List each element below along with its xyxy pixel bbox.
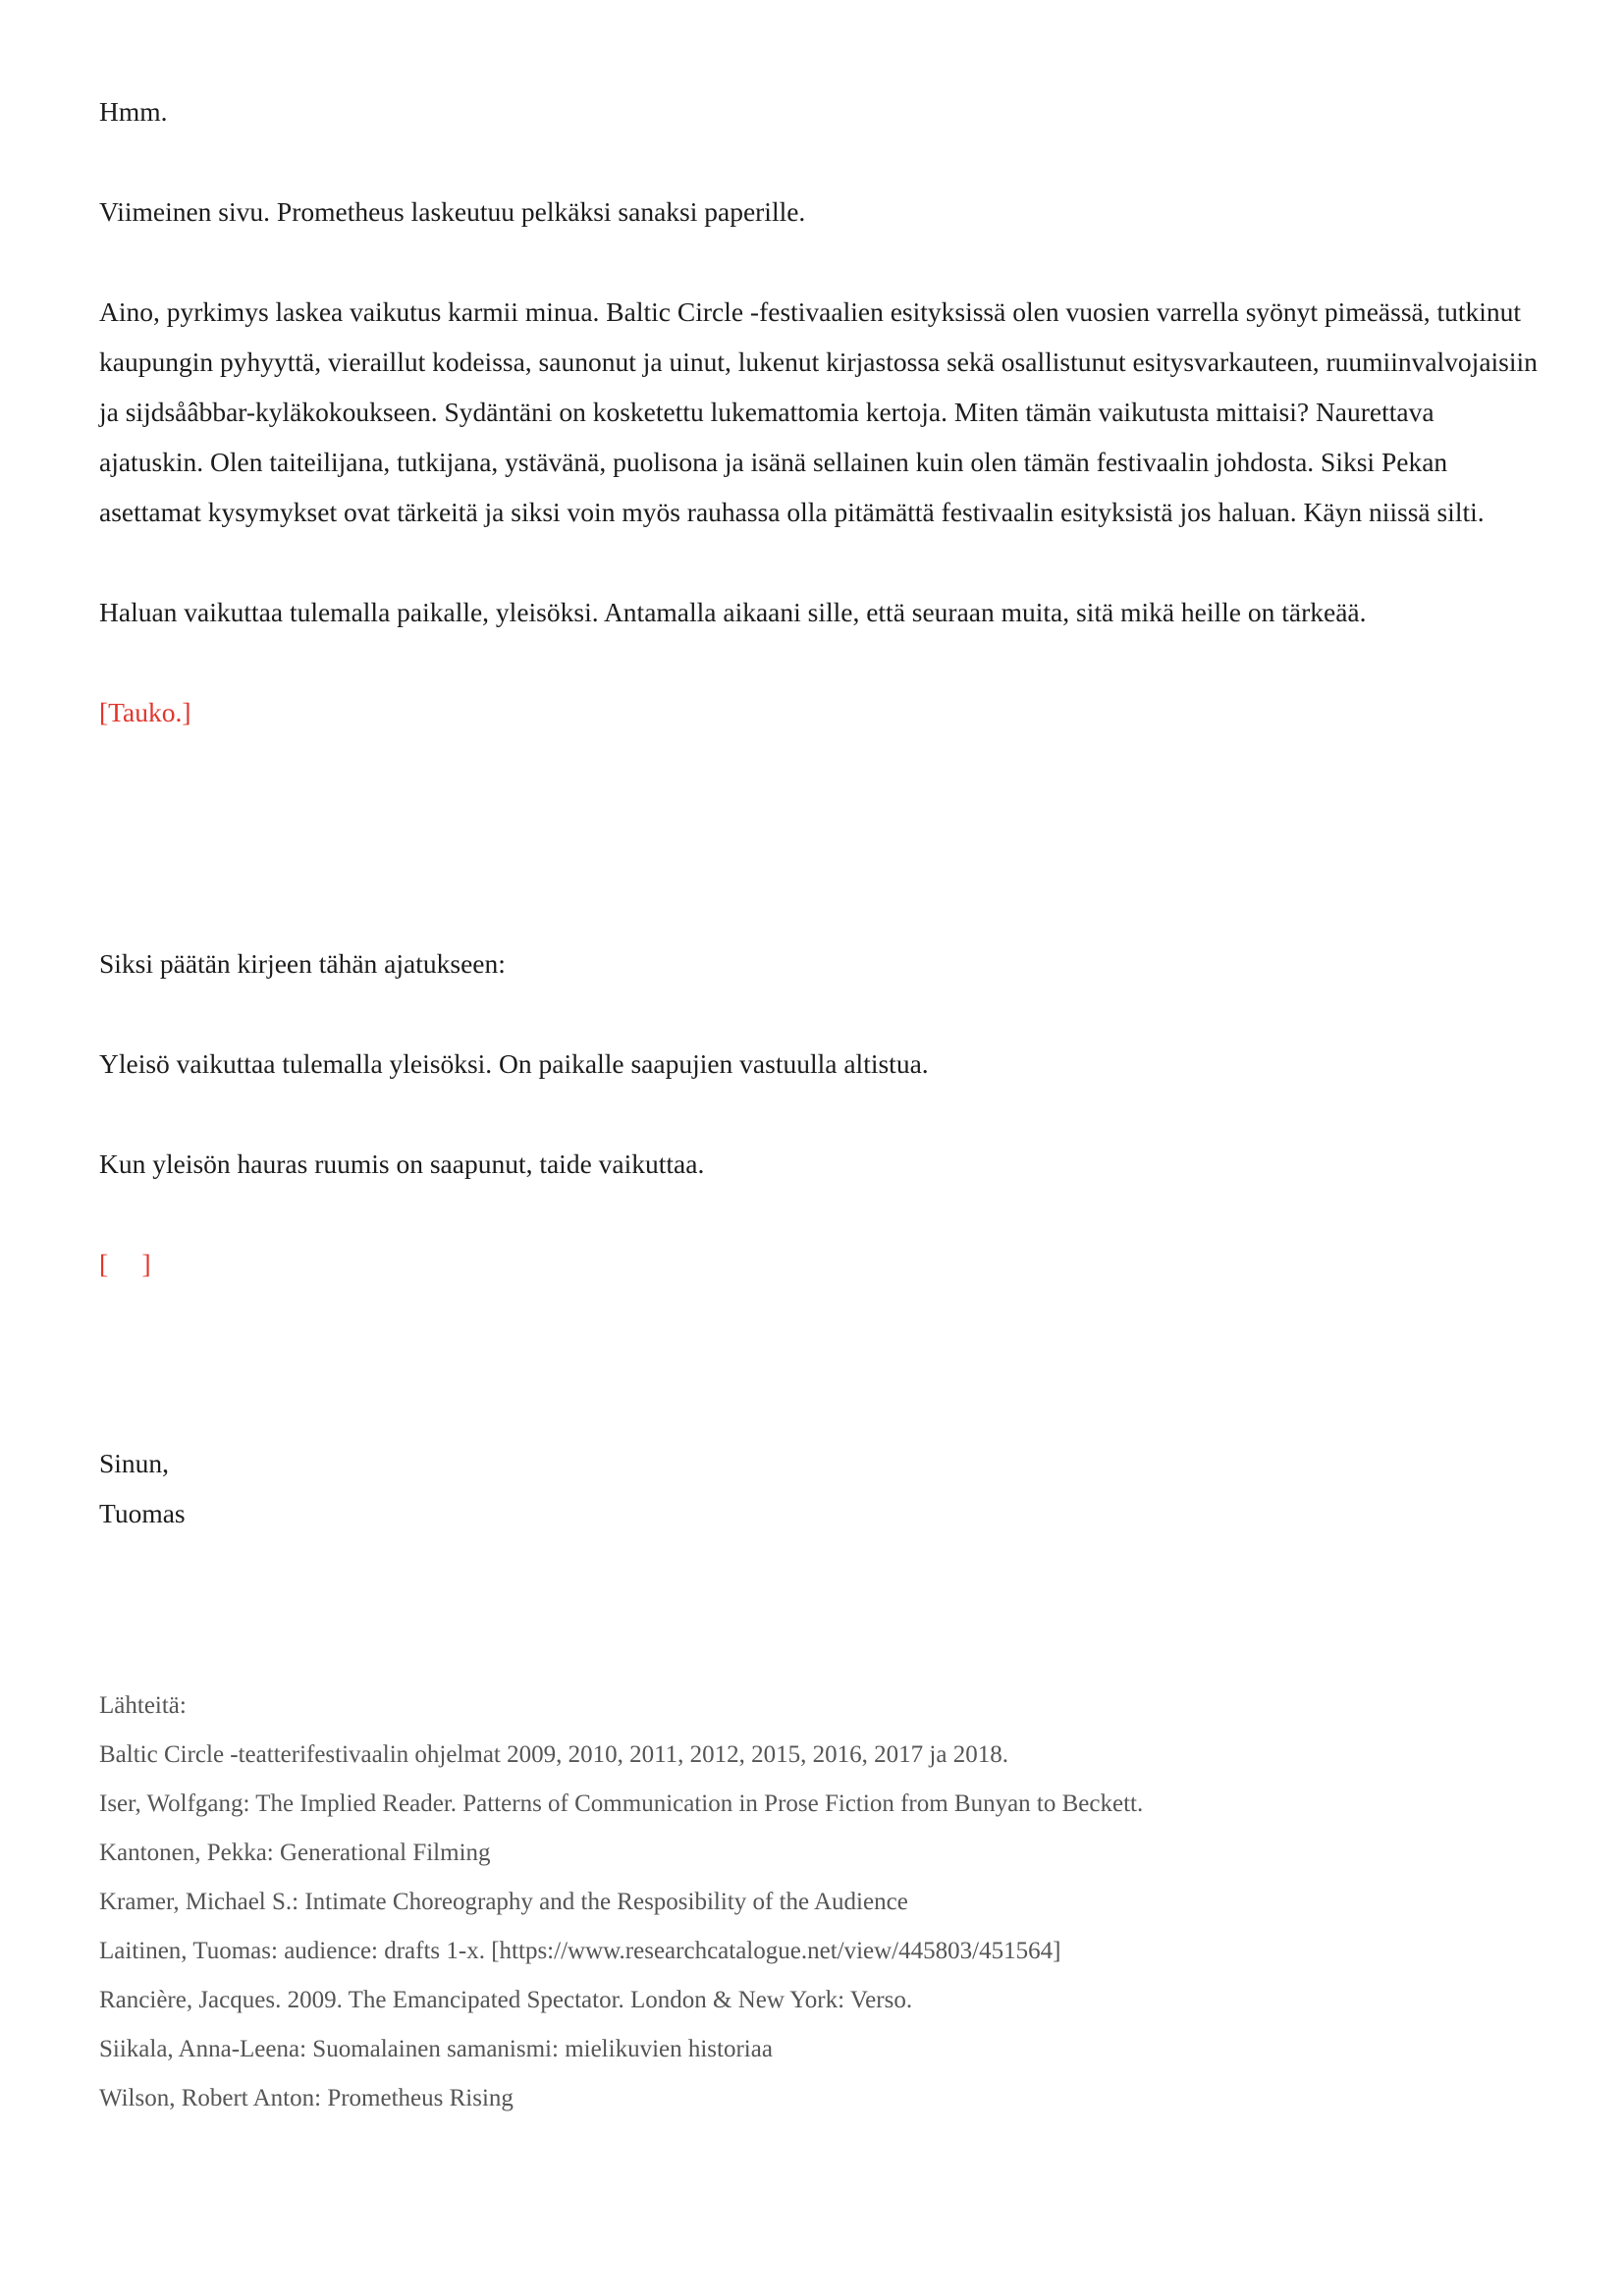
- reference-item: Kramer, Michael S.: Intimate Choreography and the Resposibility of the Audience: [99, 1889, 908, 1915]
- paragraph-main: Aino, pyrkimys laskea vaikutus karmii minua. Baltic Circle -festivaalien esityksissä olen vuosien varrella syönyt pimeässä, tutkinut kaupungin pyhyyttä, vieraillut kodeissa, saunonut ja uinut, lukenut kirjastossa sekä osallistunut esitysvarkauteen, ruumiinvalvojaisiin ja sijdsåâbbar-kyläkokoukseen. Sydäntäni on kosketettu lukemattomia kertoja. Miten tämän vaikutusta mittaisi? Naurettava ajatuskin. Olen taiteilijana, tutkijana, ystävänä, puolisona ja isänä sellainen kuin olen tämän festivaalin johdosta. Siksi Pekan asettamat kysymykset ovat tärkeitä ja siksi voin myös rauhassa olla pitämättä festivaalin esityksistä jos haluan. Käyn niissä silti.: [99, 296, 1538, 527]
- reference-item: Kantonen, Pekka: Generational Filming: [99, 1840, 491, 1866]
- paragraph-closing-final: Kun yleisön hauras ruumis on saapunut, taide vaikuttaa.: [99, 1148, 705, 1179]
- signoff: [99, 1438, 1540, 1538]
- paragraph-hmm: Hmm.: [99, 96, 168, 127]
- signoff-line-tuomas: Tuomas: [99, 1498, 186, 1528]
- reference-item: Baltic Circle -teatterifestivaalin ohjelmat 2009, 2010, 2011, 2012, 2015, 2016, 2017 ja 2018.: [99, 1741, 1008, 1768]
- references-section: [99, 1689, 1540, 2115]
- pause-marker: [Tauko.]: [99, 697, 191, 727]
- references-heading: Lähteitä:: [99, 1692, 187, 1719]
- signoff-line-sinun: Sinun,: [99, 1448, 170, 1478]
- reference-item: Rancière, Jacques. 2009. The Emancipated Spectator. London & New York: Verso.: [99, 1987, 913, 2013]
- empty-bracket-marker: [ ]: [99, 1249, 151, 1279]
- paragraph-closing-intro: Siksi päätän kirjeen tähän ajatukseen:: [99, 948, 506, 979]
- reference-item: Iser, Wolfgang: The Implied Reader. Patterns of Communication in Prose Fiction from Bunyan to Beckett.: [99, 1790, 1144, 1817]
- paragraph-closing-thesis: Yleisö vaikuttaa tulemalla yleisöksi. On paikalle saapujien vastuulla altistua.: [99, 1048, 929, 1079]
- reference-item: Siikala, Anna-Leena: Suomalainen samanismi: mielikuvien historiaa: [99, 2036, 773, 2062]
- paragraph-haluan: Haluan vaikuttaa tulemalla paikalle, yleisöksi. Antamalla aikaani sille, että seuraan muita, sitä mikä heille on tärkeää.: [99, 597, 1367, 627]
- reference-item: Laitinen, Tuomas: audience: drafts 1-x. [https://www.researchcatalogue.net/view/445803/451564]: [99, 1938, 1061, 1964]
- reference-item: Wilson, Robert Anton: Prometheus Rising: [99, 2085, 514, 2111]
- paragraph-last-page: Viimeinen sivu. Prometheus laskeutuu pelkäksi sanaksi paperille.: [99, 196, 806, 227]
